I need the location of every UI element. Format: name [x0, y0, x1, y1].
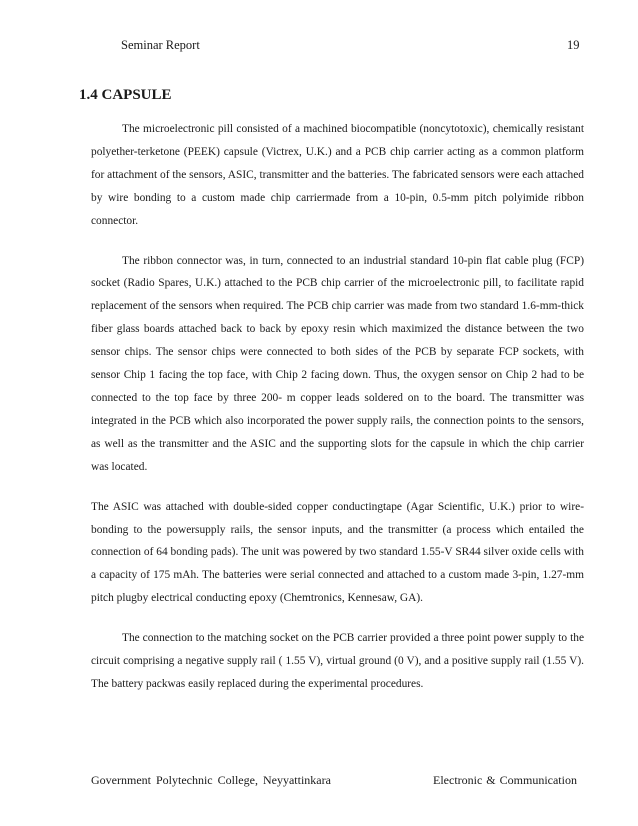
footer-department: Electronic & Communication — [433, 773, 577, 787]
paragraph-ribbon-connector: The ribbon connector was, in turn, connected to an industrial standard 10-pin flat cable plug (FCP) socket (Radio Spares, U.K.) attached to the PCB chip carrier of the microelectronic pill, to facilitate rapid replacement of the sensors when required. The PCB chip carrier was made from two standard 1.6-mm-thick fiber glass boards attached back to back by epoxy resin which maximized the distance between the two sensor chips. The sensor chips were connected to both sides of the PCB by separate FCP sockets, with sensor Chip 1 facing the top face, with Chip 2 facing down. Thus, the oxygen sensor on Chip 2 had to be connected to the top face by three 200- m copper leads soldered on to the board. The transmitter was integrated in the PCB which also incorporated the power supply rails, the connection points to the sensors, as well as the transmitter and the ASIC and the supporting slots for the capsule in which the chip carrier was located. — [91, 254, 584, 473]
paragraph-capsule-intro: The microelectronic pill consisted of a machined biocompatible (noncytotoxic), chemically resistant polyether-terketone (PEEK) capsule (Victrex, U.K.) and a PCB chip carrier acting as a common platform for attachment of the sensors, ASIC, transmitter and the batteries. The fabricated sensors were each attached by wire bonding to a custom made chip carriermade from a 10-pin, 0.5-mm pitch polyimide ribbon connector. — [91, 123, 584, 227]
header-title: Seminar Report — [121, 38, 200, 52]
page-number: 19 — [567, 38, 580, 52]
body-text — [91, 118, 584, 713]
paragraph-asic: The ASIC was attached with double-sided copper conductingtape (Agar Scientific, U.K.) prior to wire-bonding to the powersupply rails, the sensor inputs, and the transmitter (a process which entailed the connection of 64 bonding pads). The unit was powered by two standard 1.55-V SR44 silver oxide cells with a capacity of 175 mAh. The batteries were serial connected and attached to a custom made 3-pin, 1.27-mm pitch plugby electrical conducting epoxy (Chemtronics, Kennesaw, GA). — [91, 500, 584, 605]
paragraph-power-supply: The connection to the matching socket on the PCB carrier provided a three point power supply to the circuit comprising a negative supply rail ( 1.55 V), virtual ground (0 V), and a positive supply rail (1.55 V). The battery packwas easily replaced during the experimental procedures. — [91, 632, 584, 690]
footer-institution: Government Polytechnic College, Neyyattinkara — [91, 773, 331, 787]
section-heading: 1.4 CAPSULE — [79, 87, 172, 103]
